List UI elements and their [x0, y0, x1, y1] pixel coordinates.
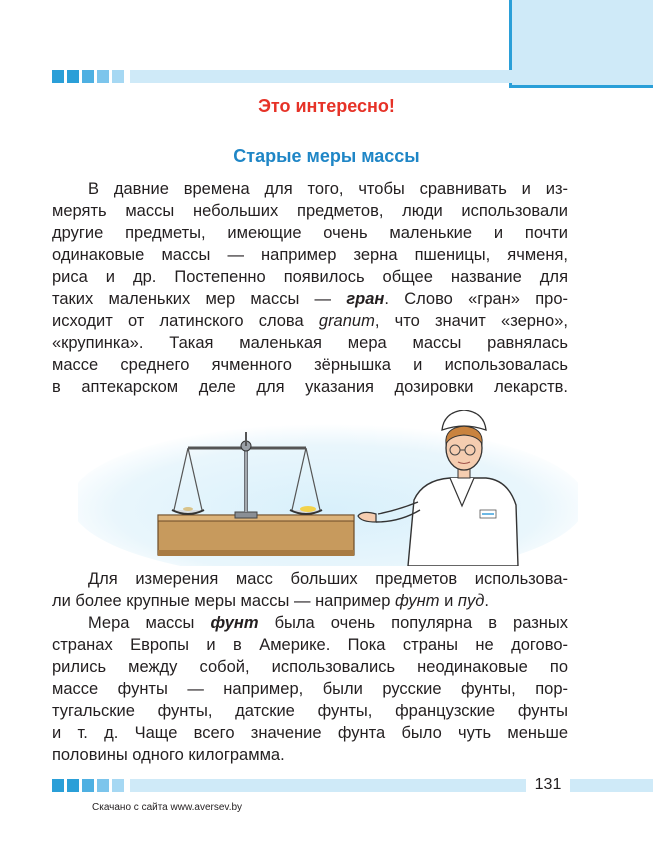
text-line: массе фунты — например, были русские фунты, пор-	[52, 680, 568, 698]
text-line: странах Европы и в Америке. Пока страны не догово-	[52, 636, 568, 654]
text-part: . Слово «гран» про-	[384, 290, 568, 308]
term-gran: гран	[346, 290, 385, 308]
text-line	[52, 590, 568, 612]
text-part: ли более крупные меры массы — например	[52, 592, 395, 610]
text-part: .	[484, 592, 489, 610]
text-part: , что значит «зерно»,	[374, 312, 568, 330]
text-line: «крупинка». Такая маленькая мера массы равнялась	[52, 334, 568, 352]
text-line: другие предметы, имеющие очень маленькие и почти	[52, 224, 568, 242]
text-part: была очень популярна в разных	[258, 614, 568, 632]
page-number: 131	[526, 774, 570, 796]
paragraph-1	[52, 178, 568, 398]
page-title: Старые меры массы	[233, 146, 420, 166]
text-line: В давние времена для того, чтобы сравнивать и из-	[88, 180, 568, 198]
text-line	[52, 612, 568, 634]
text-line	[52, 310, 568, 332]
text-line	[52, 288, 568, 310]
text-part: таких маленьких мер массы —	[52, 290, 347, 308]
text-line: половины одного килограмма.	[52, 746, 285, 764]
text-line: Для измерения масс больших предметов использова-	[88, 570, 568, 588]
top-decor-band	[52, 70, 512, 83]
section-label: Это интересно!	[258, 96, 395, 116]
source-note: Скачано с сайта www.aversev.by	[92, 802, 243, 813]
illustration	[78, 410, 578, 566]
term-granum: granum	[318, 312, 375, 330]
text-part: и	[439, 592, 458, 610]
text-line: рились между собой, использовались неодинаковые по	[52, 658, 568, 676]
term-funt-bold: фунт	[210, 614, 259, 632]
paragraph-3	[52, 612, 568, 766]
text-line: и т. д. Чаще всего значение фунта было чуть меньше	[52, 724, 568, 742]
text-line: в аптекарском деле для указания дозировки лекарств.	[52, 378, 568, 396]
text-line: риса и др. Постепенно появилось общее название для	[52, 268, 568, 286]
text-line: одинаковые массы — например зерна пшеницы, ячменя,	[52, 246, 568, 264]
term-funt: фунт	[394, 592, 440, 610]
text-line: массе среднего ячменного зёрнышка и использовалась	[52, 356, 568, 374]
paragraph-2	[52, 568, 568, 612]
text-part: Мера массы	[88, 614, 211, 632]
corner-decoration	[509, 0, 653, 88]
text-line: мерять массы небольших предметов, люди использовали	[52, 202, 568, 220]
text-line: тугальские фунты, датские фунты, французские фунты	[52, 702, 568, 720]
term-pud: пуд	[457, 592, 485, 610]
text-part: исходит от латинского слова	[52, 312, 319, 330]
